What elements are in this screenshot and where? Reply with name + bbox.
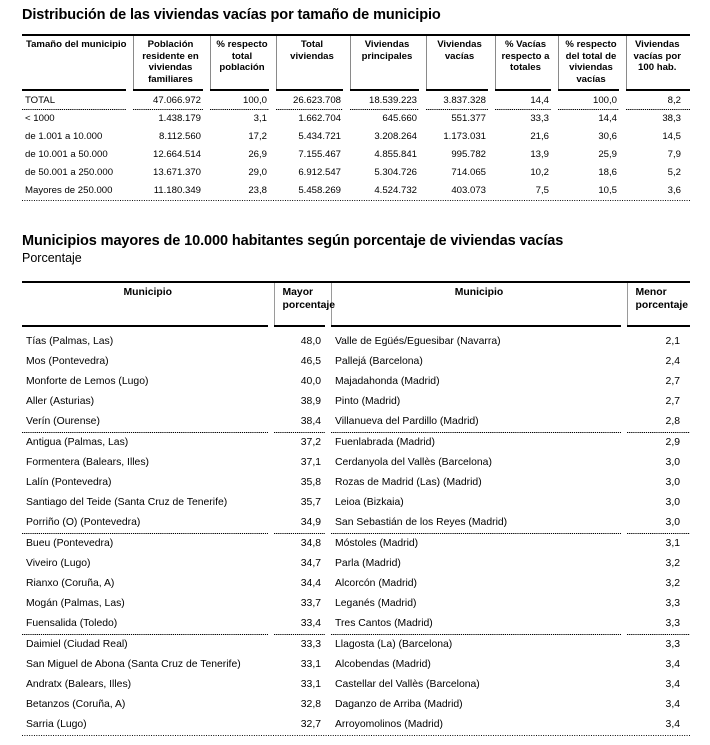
table1-cell-pct-vacias-totales: 33,3 (530, 113, 549, 125)
table1-cell-viviendas-vacias: 714.065 (451, 167, 486, 179)
table-row (22, 493, 690, 513)
table1-cell-total-viviendas: 7.155.467 (298, 149, 341, 161)
table2-bottom-rule (22, 735, 690, 738)
table1-cell-vacias-100hab: 8,2 (667, 94, 681, 106)
table1-cell-total-viviendas: 5.458.269 (298, 184, 341, 196)
table2-cell-municipio-right: Rozas de Madrid (Las) (Madrid) (335, 477, 482, 489)
table2-cell-menor: 2,1 (665, 336, 680, 348)
table2-cell-mayor: 35,8 (300, 477, 321, 489)
table2-cell-mayor: 35,7 (300, 497, 321, 509)
table2-cell-menor: 3,4 (665, 719, 680, 731)
table2-header-municipio-left: Municipio (123, 287, 172, 298)
table1-cell-pct-vacias-totales: 13,9 (530, 149, 549, 161)
table2-cell-mayor: 33,4 (300, 618, 321, 630)
table2-cell-menor: 3,0 (665, 477, 680, 489)
table1-cell-pct-vacias-totales: 21,6 (530, 131, 549, 143)
table2-cell-municipio-right: Castellar del Vallès (Barcelona) (335, 679, 480, 691)
table2-cell-municipio-left: Mos (Pontevedra) (26, 356, 109, 368)
table-row (22, 715, 690, 735)
table1-title (22, 6, 682, 24)
table2-cell-municipio-right: San Sebastián de los Reyes (Madrid) (335, 517, 508, 529)
table-row (22, 110, 690, 128)
table2-cell-municipio-left: Antigua (Palmas, Las) (26, 437, 129, 449)
table2-cell-menor: 3,0 (665, 457, 680, 469)
table2-cell-municipio-right: Leganés (Madrid) (335, 598, 417, 610)
table1-header-total-viviendas: Total viviendas (276, 36, 350, 89)
table1-cell-pct-poblacion: 100,0 (242, 94, 267, 106)
table2-cell-municipio-left: Porriño (O) (Pontevedra) (26, 517, 141, 529)
table2-cell-menor: 2,7 (665, 376, 680, 388)
table-row (22, 146, 690, 164)
table1-cell-vacias-100hab: 3,6 (667, 184, 681, 196)
table-row (22, 513, 690, 533)
table2-cell-municipio-left: Aller (Asturias) (26, 396, 95, 408)
table2-cell-menor: 3,3 (665, 618, 680, 630)
table-row (22, 655, 690, 675)
table1-cell-pct-poblacion: 26,9 (248, 149, 267, 161)
table2-cell-menor: 3,1 (665, 538, 680, 550)
table2-cell-menor: 3,4 (665, 699, 680, 711)
table1-cell-poblacion: 13.671.370 (152, 167, 201, 179)
table1-cell-vacias-100hab: 38,3 (662, 113, 681, 125)
table1-cell-pct-total-vacias: 18,6 (598, 167, 617, 179)
table1-cell-label: de 10.001 a 50.000 (25, 149, 108, 161)
table2-cell-municipio-right: Daganzo de Arriba (Madrid) (335, 699, 463, 711)
table2-container (22, 281, 690, 738)
table-row (22, 91, 690, 109)
table1-header-row (22, 36, 690, 89)
table-row (22, 352, 690, 372)
table1-cell-total-viviendas: 1.662.704 (298, 113, 341, 125)
table2-cell-mayor: 34,8 (300, 538, 321, 550)
table2-cell-menor: 3,0 (665, 497, 680, 509)
table-row (22, 372, 690, 392)
table-row (22, 554, 690, 574)
table2-cell-municipio-left: Fuensalida (Toledo) (26, 618, 118, 630)
table2-cell-mayor: 38,4 (300, 416, 321, 428)
table2-cell-municipio-right: Leioa (Bizkaia) (335, 497, 404, 509)
table2-cell-municipio-right: Pallejá (Barcelona) (335, 356, 423, 368)
table2-cell-mayor: 33,3 (300, 639, 321, 651)
table1-cell-pct-total-vacias: 100,0 (592, 94, 617, 106)
table1-cell-viviendas-vacias: 995.782 (451, 149, 486, 161)
table2-cell-municipio-left: Sarria (Lugo) (26, 719, 87, 731)
table2-cell-mayor: 48,0 (300, 336, 321, 348)
table2-cell-municipio-left: Formentera (Balears, Illes) (26, 457, 149, 469)
table1-header-tamano: Tamaño del municipio (25, 39, 127, 50)
table1-cell-poblacion: 11.180.349 (153, 184, 201, 196)
table-row (22, 675, 690, 695)
table-row (22, 433, 690, 453)
table2-header-menor-porcentaje: Menor porcentaje (627, 283, 690, 315)
table-row (22, 695, 690, 715)
table2-cell-menor: 2,8 (665, 416, 680, 428)
table1-header-pct-poblacion: % respecto total población (210, 36, 276, 89)
table1-cell-viviendas-vacias: 3.837.328 (443, 94, 486, 106)
table1-cell-viviendas-principales: 5.304.726 (374, 167, 417, 179)
table2-cell-municipio-right: Alcorcón (Madrid) (335, 578, 417, 590)
table2-cell-municipio-right: Alcobendas (Madrid) (335, 659, 431, 671)
table2-cell-mayor: 38,9 (300, 396, 321, 408)
table1-cell-viviendas-principales: 18.539.223 (368, 94, 417, 106)
table1 (22, 36, 690, 200)
table1-cell-viviendas-principales: 645.660 (382, 113, 417, 125)
table-row (22, 164, 690, 182)
table2-cell-mayor: 40,0 (300, 376, 321, 388)
table2-cell-mayor: 37,1 (300, 457, 321, 469)
table-row (22, 635, 690, 655)
table2-cell-municipio-right: Valle de Egüés/Eguesibar (Navarra) (335, 336, 501, 348)
table-row (22, 534, 690, 554)
table1-cell-poblacion: 1.438.179 (158, 113, 201, 125)
table2-cell-municipio-left: Daimiel (Ciudad Real) (26, 639, 128, 651)
table1-cell-total-viviendas: 5.434.721 (298, 131, 341, 143)
table2-cell-municipio-right: Arroyomolinos (Madrid) (335, 719, 443, 731)
table2-cell-mayor: 34,7 (300, 558, 321, 570)
table-row (22, 392, 690, 412)
table1-cell-pct-total-vacias: 25,9 (598, 149, 617, 161)
table2-cell-menor: 2,7 (665, 396, 680, 408)
table2-cell-menor: 3,4 (665, 659, 680, 671)
table-row (22, 182, 690, 200)
table2-cell-municipio-left: Betanzos (Coruña, A) (26, 699, 126, 711)
table1-cell-label: de 1.001 a 10.000 (25, 131, 103, 143)
table-row (22, 594, 690, 614)
table2-cell-municipio-right: Llagosta (La) (Barcelona) (335, 639, 453, 651)
table1-cell-pct-poblacion: 29,0 (248, 167, 267, 179)
table2-cell-municipio-left: Rianxo (Coruña, A) (26, 578, 115, 590)
table1-container (22, 34, 690, 203)
table1-cell-vacias-100hab: 14,5 (662, 131, 681, 143)
table2-cell-menor: 3,3 (665, 639, 680, 651)
table2-cell-municipio-right: Pinto (Madrid) (335, 396, 401, 408)
table2-cell-mayor: 32,8 (300, 699, 321, 711)
table1-cell-total-viviendas: 26.623.708 (292, 94, 341, 106)
table1-header-viviendas-principales: Viviendas principales (350, 36, 426, 89)
table1-cell-viviendas-principales: 4.855.841 (374, 149, 417, 161)
table2-cell-municipio-left: Bueu (Pontevedra) (26, 538, 114, 550)
table-row (22, 332, 690, 352)
table2-cell-mayor: 33,1 (300, 659, 321, 671)
table2-cell-menor: 3,4 (665, 679, 680, 691)
table1-cell-poblacion: 8.112.560 (159, 131, 201, 143)
table1-cell-pct-vacias-totales: 7,5 (535, 184, 549, 196)
table2-cell-municipio-left: Monforte de Lemos (Lugo) (26, 376, 149, 388)
table1-cell-pct-total-vacias: 14,4 (598, 113, 617, 125)
table2-cell-municipio-left: San Miguel de Abona (Santa Cruz de Tenerife) (26, 659, 241, 671)
table1-cell-vacias-100hab: 5,2 (667, 167, 681, 179)
table1-header-vacias-100hab: Viviendas vacías por 100 hab. (626, 36, 690, 89)
table1-title-text: Distribución de las viviendas vacías por tamaño de municipio (22, 7, 441, 23)
table1-cell-label: < 1000 (25, 113, 55, 125)
table2-header-spacer (22, 315, 690, 325)
table1-cell-pct-poblacion: 17,2 (248, 131, 267, 143)
table1-cell-viviendas-principales: 4.524.732 (374, 184, 417, 196)
table2 (22, 283, 690, 735)
table2-cell-municipio-right: Móstoles (Madrid) (335, 538, 419, 550)
table1-header-viviendas-vacias: Viviendas vacías (426, 36, 495, 89)
table2-cell-mayor: 46,5 (300, 356, 321, 368)
table2-cell-municipio-left: Viveiro (Lugo) (26, 558, 91, 570)
table2-cell-municipio-left: Lalín (Pontevedra) (26, 477, 112, 489)
table2-cell-mayor: 32,7 (300, 719, 321, 731)
table2-cell-menor: 2,9 (665, 437, 680, 449)
table1-cell-pct-poblacion: 3,1 (253, 113, 267, 125)
table2-cell-menor: 2,4 (665, 356, 680, 368)
table2-header-municipio-right: Municipio (331, 283, 627, 315)
table2-cell-menor: 3,2 (665, 578, 680, 590)
table2-cell-municipio-left: Verín (Ourense) (26, 416, 100, 428)
table1-header-poblacion: Población residente en viviendas familiares (133, 36, 210, 89)
table2-cell-municipio-right: Parla (Madrid) (335, 558, 401, 570)
table1-cell-label: de 50.001 a 250.000 (25, 167, 114, 179)
table2-cell-municipio-right: Tres Cantos (Madrid) (335, 618, 433, 630)
table2-cell-municipio-right: Cerdanyola del Vallès (Barcelona) (335, 457, 492, 469)
table1-bottom-rule (22, 200, 690, 203)
table2-cell-municipio-right: Villanueva del Pardillo (Madrid) (335, 416, 479, 428)
table1-header-pct-total-vacias: % respecto del total de viviendas vacías (558, 36, 626, 89)
table-row (22, 473, 690, 493)
table1-cell-pct-vacias-totales: 10,2 (530, 167, 549, 179)
table2-cell-municipio-left: Tías (Palmas, Las) (26, 336, 114, 348)
table1-cell-label: Mayores de 250.000 (25, 184, 113, 196)
table1-cell-pct-poblacion: 23,8 (248, 184, 267, 196)
table2-body (22, 332, 690, 735)
table2-cell-menor: 3,0 (665, 517, 680, 529)
table1-cell-viviendas-vacias: 1.173.031 (443, 131, 486, 143)
table1-cell-label: TOTAL (25, 94, 56, 106)
table1-cell-pct-total-vacias: 10,5 (598, 184, 617, 196)
table1-cell-viviendas-vacias: 551.377 (451, 113, 486, 125)
table2-cell-mayor: 34,9 (300, 517, 321, 529)
table-row (22, 412, 690, 432)
table1-cell-total-viviendas: 6.912.547 (298, 167, 341, 179)
table2-cell-municipio-left: Andratx (Balears, Illes) (26, 679, 132, 691)
table1-cell-pct-total-vacias: 30,6 (598, 131, 617, 143)
table2-cell-municipio-right: Fuenlabrada (Madrid) (335, 437, 435, 449)
table2-cell-mayor: 34,4 (300, 578, 321, 590)
table1-cell-viviendas-principales: 3.208.264 (374, 131, 417, 143)
table1-cell-vacias-100hab: 7,9 (667, 149, 681, 161)
table1-header-pct-vacias-totales: % Vacías respecto a totales (495, 36, 558, 89)
table-row (22, 614, 690, 634)
table2-cell-mayor: 33,1 (300, 679, 321, 691)
table1-body (22, 91, 690, 199)
table1-cell-poblacion: 47.066.972 (152, 94, 201, 106)
table2-cell-municipio-right: Majadahonda (Madrid) (335, 376, 440, 388)
table2-cell-municipio-left: Mogán (Palmas, Las) (26, 598, 125, 610)
table-row (22, 574, 690, 594)
table2-cell-menor: 3,3 (665, 598, 680, 610)
table1-cell-poblacion: 12.664.514 (152, 149, 201, 161)
table2-subtitle-text: Porcentaje (22, 251, 82, 265)
table1-cell-viviendas-vacias: 403.073 (451, 184, 486, 196)
table1-cell-pct-vacias-totales: 14,4 (530, 94, 549, 106)
table2-title (22, 232, 682, 266)
table-row (22, 453, 690, 473)
table2-header-mayor-porcentaje: Mayor porcentaje (274, 283, 331, 315)
table-row (22, 128, 690, 146)
table2-cell-mayor: 33,7 (300, 598, 321, 610)
table2-title-text: Municipios mayores de 10.000 habitantes según porcentaje de viviendas vacías (22, 233, 564, 249)
table2-cell-menor: 3,2 (665, 558, 680, 570)
table2-cell-mayor: 37,2 (300, 437, 321, 449)
table2-header-row (22, 283, 690, 315)
table2-cell-municipio-left: Santiago del Teide (Santa Cruz de Tenerife) (26, 497, 228, 509)
